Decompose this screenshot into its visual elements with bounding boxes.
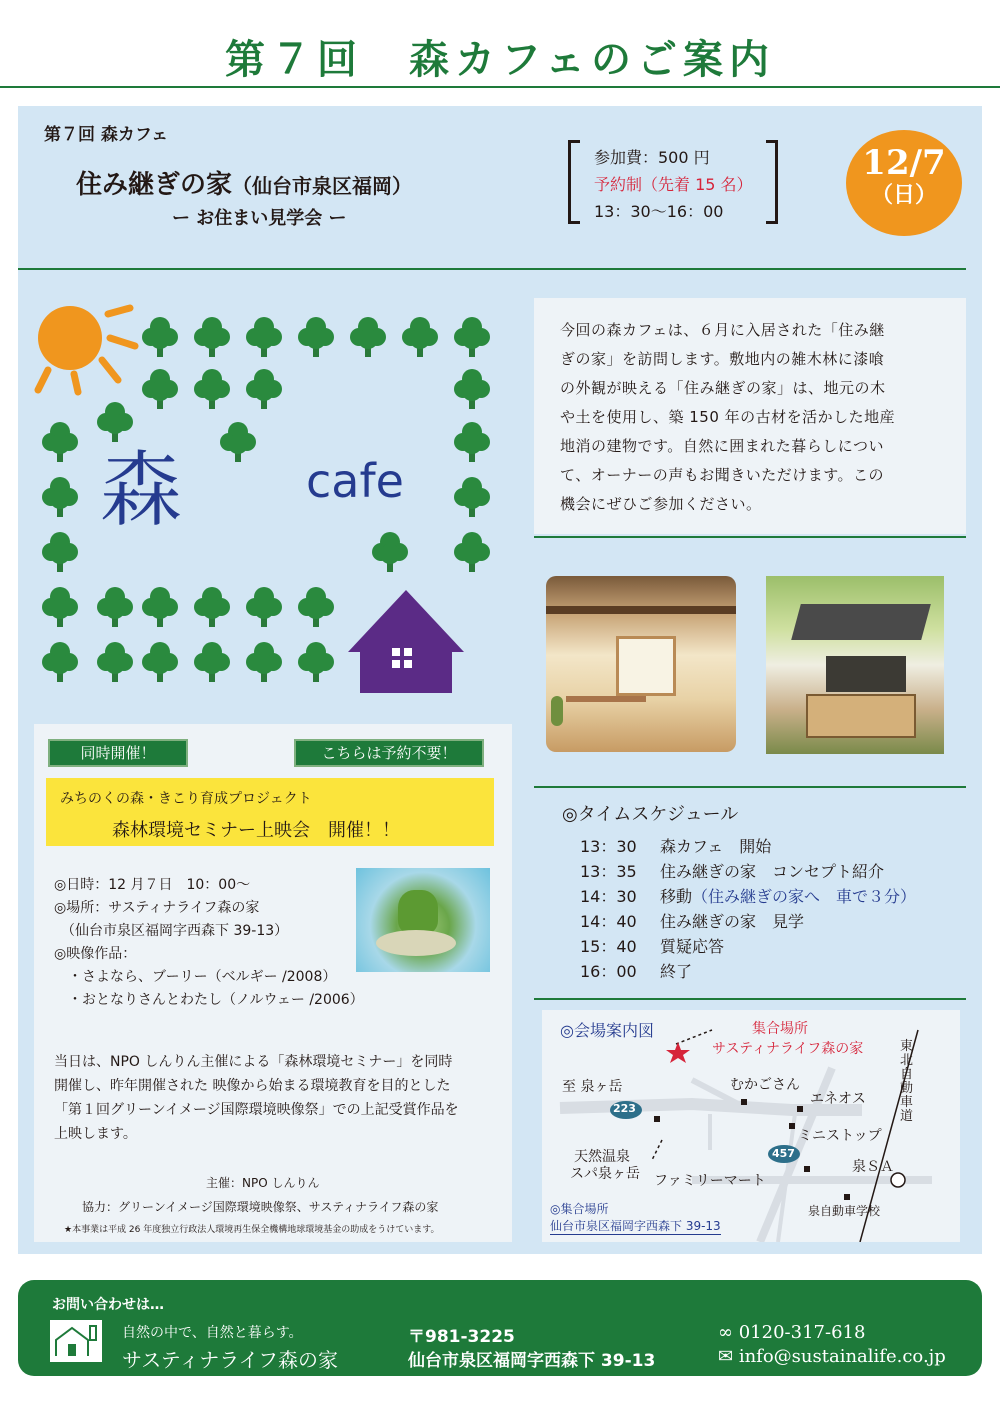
seminar-body-line: 上映します。 [54,1126,137,1142]
schedule-time: 14：40 [580,912,637,931]
schedule-time: 13：30 [580,837,637,856]
fee: 参加費：500 円 [594,148,710,167]
school-marker [844,1194,850,1200]
tree-icon [298,317,334,357]
postal-code: 〒981-3225 [408,1327,515,1347]
highway-label: 東北自動車道 [900,1039,914,1124]
header-divider [18,268,966,270]
tag-simultaneous: 同時開催！ [48,739,188,767]
tree-icon [454,422,490,462]
tree-icon [42,532,78,572]
sun-icon [38,306,135,392]
onsen-label-1: 天然温泉 [574,1149,630,1165]
seminar-info-line: ・さよなら、ブーリー（ベルギー /2008） [54,969,337,985]
tree-icon [350,317,386,357]
schedule-heading: ◎タイムスケジュール [562,804,739,825]
schedule-time: 16：00 [580,962,637,981]
meeting-label: 集合場所 [752,1021,808,1037]
tagline: 自然の中で、自然と暮らす。 [122,1325,303,1341]
seminar-body-line: 当日は、NPO しんりん主催による「森林環境セミナー」を同時 [54,1054,453,1070]
eneos-label: エネオス [810,1091,866,1107]
phone-number[interactable]: 0120-317-618 [738,1322,866,1343]
schedule-list [580,834,960,984]
tree-icon [246,317,282,357]
tree-icon [142,317,178,357]
tree-icon [142,642,178,682]
description-line: ぎの家」を訪問します。敷地内の雑木林に漆喰 [560,350,885,368]
tree-icon [298,587,334,627]
tree-icon [246,369,282,409]
tree-icon [97,642,133,682]
photo-divider-top [534,536,966,538]
school-label: 泉自動車学校 [808,1204,881,1218]
project-name: みちのくの森・きこり育成プロジェクト [60,791,312,807]
seminar-headline: 森林環境セミナー上映会 開催！！ [112,820,400,841]
schedule-note: （住み継ぎの家へ 車で３分） [692,887,917,906]
logo-cafe: cafe [306,454,404,508]
schedule-row [580,934,960,959]
map-address: 仙台市泉区福岡字西森下 39-13 [550,1219,721,1233]
map-heading: ◎会場案内図 [560,1021,654,1040]
tree-icon [246,587,282,627]
schedule-divider [534,786,966,788]
description-line: の外観が映える「住み継ぎの家」は、地元の木 [560,379,886,397]
schedule-item: 住み継ぎの家 見学 [660,912,805,931]
map-divider [534,998,966,1000]
schedule-item: 質疑応答 [660,937,725,956]
description-line: 地消の建物です。自然に囲まれた暮らしについ [560,437,885,455]
description-line: 機会にぜひご参加ください。 [560,495,762,513]
reservation: 予約制（先着 15 名） [594,175,753,194]
schedule-row [580,859,960,884]
phone-line [718,1322,865,1343]
grant-note: ★本事業は平成 26 年度独立行政法人環境再生保全機構地球環境基金の助成をうけています。 [64,1225,440,1235]
seminar-info-line: ◎場所：サスティナライフ森の家 [54,900,260,916]
mail-icon: ✉ [718,1346,734,1367]
tree-icon [42,477,78,517]
tree-icon [194,317,230,357]
familymart-label: ファミリーマート [654,1173,766,1189]
onsen-marker [654,1116,660,1122]
schedule-item: 住み継ぎの家 コンセプト紹介 [660,862,885,881]
weekday-text: （日） [870,182,937,208]
meeting-star-icon [666,1042,690,1063]
tree-icon [220,422,256,462]
tree-icon [454,317,490,357]
description-box [534,298,966,534]
exterior-photo [766,576,944,754]
seminar-info-line: ◎日時：12 月７日 10：00〜 [54,877,251,893]
eneos-marker [797,1106,803,1112]
interior-photo [546,576,736,752]
tree-icon [246,642,282,682]
tree-icon [372,532,408,572]
inquiry-label: お問い合わせは… [52,1297,164,1313]
familymart-marker [804,1166,810,1172]
event-location: （仙台市泉区福岡） [232,174,413,198]
host: 主催：NPO しんりん [206,1176,320,1190]
bracket-left [568,140,580,224]
event-subtitle: ー お住まい見学会 ー [172,208,347,229]
house-logo-icon [50,1320,102,1362]
fee-box [594,144,753,225]
izumigatake-label: 至 泉ヶ岳 [562,1079,623,1095]
seminar-body [54,1050,459,1146]
event-time: 13：30〜16：00 [594,202,724,221]
tree-icon [42,422,78,462]
cooperation: 協力：グリーンイメージ国際環境映像祭、サスティナライフ森の家 [82,1200,439,1214]
schedule-item: 森カフェ 開始 [660,837,772,856]
bracket-right [766,140,778,224]
event-title: 住み継ぎの家 [76,170,233,200]
house-icon [348,590,464,693]
tree-icon [142,369,178,409]
tree-icon [42,642,78,682]
route-457-label: 457 [772,1147,795,1160]
onsen-label-2: スパ泉ヶ岳 [570,1166,640,1182]
schedule-row [580,909,960,934]
event-label: 第７回 森カフェ [44,125,169,145]
description-line: や土を使用し、築 150 年の古材を活かした地産 [560,408,896,426]
schedule-time: 15：40 [580,937,637,956]
tree-icon [42,587,78,627]
seminar-info-line: （仙台市泉区福岡字西森下 39-13） [54,923,289,939]
meeting-place: サスティナライフ森の家 [712,1041,864,1057]
schedule-item: 終了 [660,962,693,981]
tree-icon [454,532,490,572]
seminar-body-line: 「第１回グリーンイメージ国際環境映像祭」での上記受賞作品を [54,1102,459,1118]
seminar-info-line: ・おとなりさんとわたし（ノルウェー /2006） [54,992,364,1008]
tag-no-reservation: こちらは予約不要！ [294,739,484,767]
logo-kanji: 森 [100,443,183,538]
page-title: 第７回 森カフェのご案内 [225,37,775,83]
tree-icon [194,642,230,682]
tree-icon [194,587,230,627]
footer [18,1280,982,1376]
ministop-marker [789,1123,795,1129]
footer-address: 仙台市泉区福岡字西森下 39-13 [408,1351,656,1371]
seminar-body-line: 開催し、昨年開催された 映像から始まる環境教育を目的とした [54,1078,451,1094]
seminar-info [54,874,364,1012]
description-line: 今回の森カフェは、６月に入居された「住み継 [560,321,885,339]
mukagosan-label: むかごさん [730,1077,800,1093]
description-line: て、オーナーの声もお聞きいただけます。この [560,466,885,484]
email-line [718,1346,946,1367]
event-title-line [76,164,412,201]
route-223-label: 223 [613,1102,636,1115]
tree-icon [142,587,178,627]
date-text: 12/7 [862,143,946,183]
schedule-time: 14：30 [580,887,637,906]
tree-icon [97,402,133,442]
schedule-item: 移動 [660,887,693,906]
description-text [534,298,966,519]
schedule-row [580,834,960,859]
company-name: サスティナライフ森の家 [122,1348,338,1372]
izumi-sa-label: 泉ＳＡ [852,1159,894,1175]
tree-icon [454,477,490,517]
schedule-time: 13：35 [580,862,637,881]
title-rule [0,86,1000,88]
schedule-row [580,959,960,984]
schedule-row [580,884,960,909]
tree-icon [454,369,490,409]
mukagosan-marker [741,1099,747,1105]
date-badge [846,130,962,236]
seminar-info-line: ◎映像作品： [54,946,137,962]
map-address-label: ◎集合場所 [550,1202,609,1216]
email-address[interactable]: info@sustainalife.co.jp [738,1346,946,1367]
freedial-icon: ∞ [718,1322,733,1343]
ministop-label: ミニストップ [798,1128,882,1144]
frog-photo [356,868,490,972]
tree-icon [298,642,334,682]
tree-icon [97,587,133,627]
tree-icon [194,369,230,409]
tree-icon [402,317,438,357]
